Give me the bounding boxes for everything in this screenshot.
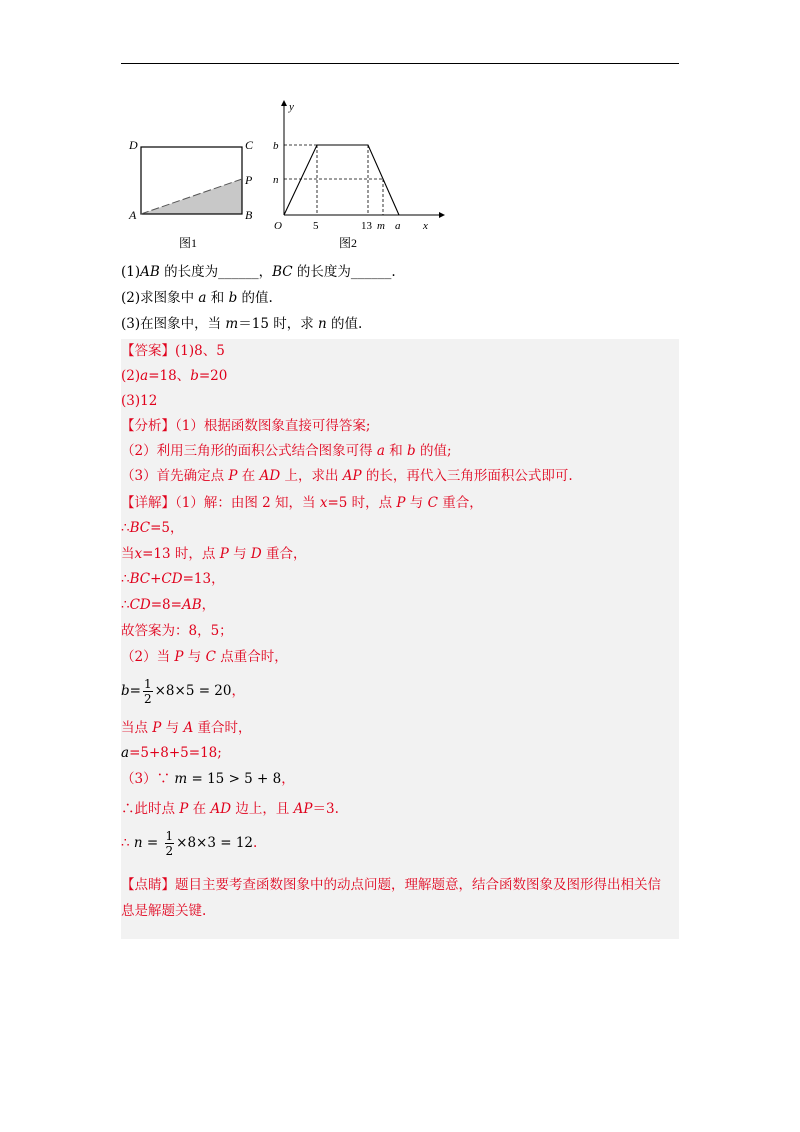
label-c: C xyxy=(245,138,254,152)
tick-a: a xyxy=(395,220,401,232)
label-o: O xyxy=(274,220,282,232)
question-2: (2)求图象中 a 和 b 的值. xyxy=(121,290,273,306)
detail-line: 当点 P 与 A 重合时， xyxy=(121,720,252,736)
formula-m: （3）∵ m = 15 > 5 + 8， xyxy=(121,771,295,787)
x-axis-arrow xyxy=(439,212,445,218)
label-p: P xyxy=(245,173,253,187)
detail-line: 【详解】（1）解：由图 2 知，当 x=5 时，点 P 与 C 重合， xyxy=(121,495,483,511)
tick-m: m xyxy=(377,220,385,232)
caption-fig2: 图2 xyxy=(339,236,358,250)
analysis-line: 【分析】（1）根据函数图象直接可得答案; xyxy=(121,418,371,434)
detail-line: ∴BC=5， xyxy=(121,520,184,536)
tick-13: 13 xyxy=(361,220,372,232)
comment-paragraph: 【点睛】题目主要考查函数图象中的动点问题，理解题意，结合函数图象及图形得出相关信息是解题关键. xyxy=(121,877,661,919)
graph-line xyxy=(284,145,399,215)
answer-line: (3)12 xyxy=(121,393,158,409)
formula-n: ∴ n = $\frac{1}{2}$ ×8×3 = 12. xyxy=(121,829,258,858)
answer-line: (2)a=18、b=20 xyxy=(121,368,228,384)
label-n-axis: n xyxy=(273,174,279,186)
detail-line: 当x=13 时，点 P 与 D 重合， xyxy=(121,546,307,562)
label-x: x xyxy=(423,220,428,232)
analysis-line: （3）首先确定点 P 在 AD 上，求出 AP 的长，再代入三角形面积公式即可. xyxy=(121,468,573,484)
fraction-half: $\frac{1}{2}$ xyxy=(143,677,152,706)
answer-line: 【答案】(1)8、5 xyxy=(121,343,225,359)
detail-line: ∴此时点 P 在 AD 边上，且 AP＝3. xyxy=(121,801,339,817)
figures xyxy=(121,96,461,256)
label-y: y xyxy=(289,101,294,113)
label-b: B xyxy=(245,208,253,222)
tick-5: 5 xyxy=(313,220,319,232)
fraction-half: $\frac{1}{2}$ xyxy=(165,829,174,858)
figure-svg xyxy=(121,96,461,256)
detail-line: ∴BC+CD=13， xyxy=(121,571,225,587)
detail-line: （2）当 P 与 C 点重合时， xyxy=(121,649,288,665)
detail-line: ∴CD=8=AB， xyxy=(121,597,216,613)
header-rule xyxy=(121,63,679,64)
y-axis-arrow xyxy=(281,100,287,106)
formula-b: b= $\frac{1}{2}$ ×8×5 = 20， xyxy=(121,677,245,706)
caption-fig1: 图1 xyxy=(179,236,198,250)
analysis-line: （2）利用三角形的面积公式结合图象可得 a 和 b 的值; xyxy=(121,443,452,459)
label-b-axis: b xyxy=(273,140,279,152)
question-1: (1)AB 的长度为______，BC 的长度为______. xyxy=(121,264,396,280)
label-a: A xyxy=(129,208,137,222)
formula-a: a=5+8+5=18; xyxy=(121,745,222,761)
question-3: (3)在图象中，当 m＝15 时，求 n 的值. xyxy=(121,316,363,332)
label-d: D xyxy=(129,138,138,152)
detail-line: 故答案为：8，5； xyxy=(121,623,233,639)
